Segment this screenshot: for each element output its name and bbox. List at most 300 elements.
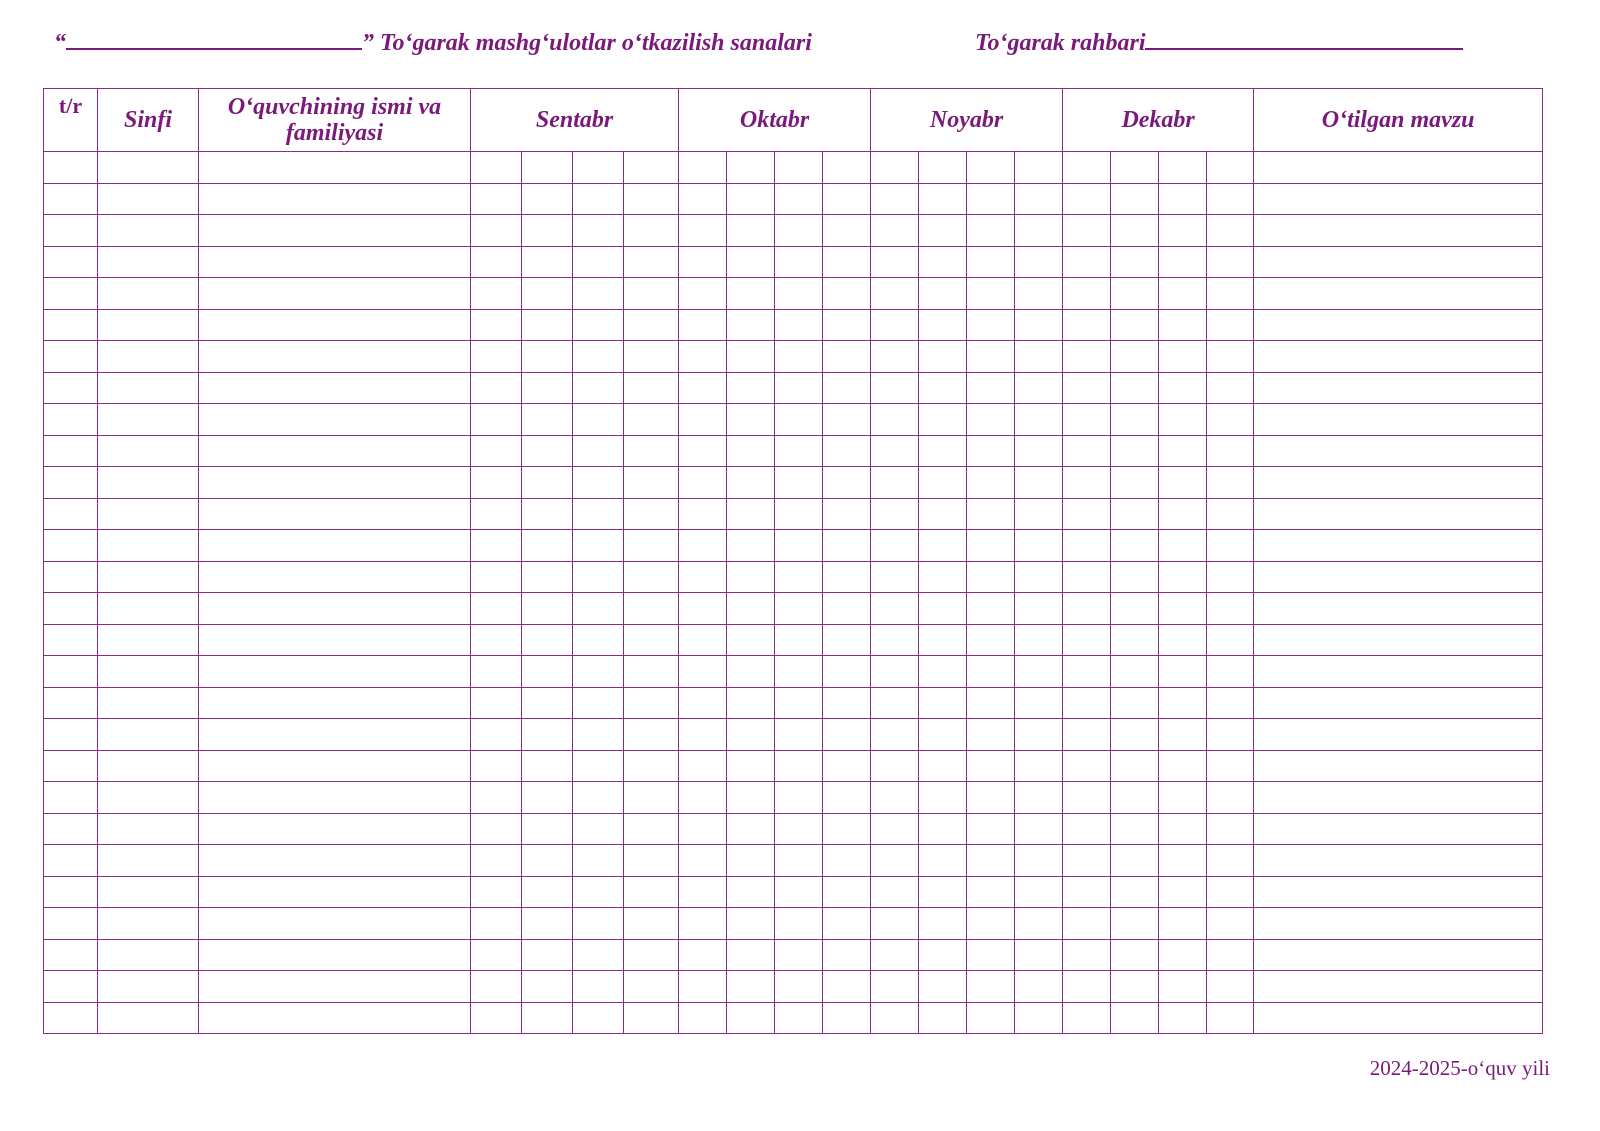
cell-date[interactable] [823, 656, 871, 688]
cell-date[interactable] [522, 246, 573, 278]
cell-date[interactable] [967, 341, 1015, 373]
cell-topic[interactable] [1254, 656, 1543, 688]
cell-date[interactable] [727, 435, 775, 467]
cell-date[interactable] [1063, 1002, 1111, 1034]
cell-date[interactable] [967, 467, 1015, 499]
cell-topic[interactable] [1254, 246, 1543, 278]
cell-date[interactable] [471, 876, 522, 908]
cell-date[interactable] [967, 593, 1015, 625]
cell-date[interactable] [775, 309, 823, 341]
cell-date[interactable] [1015, 435, 1063, 467]
cell-date[interactable] [727, 372, 775, 404]
cell-date[interactable] [727, 687, 775, 719]
cell-date[interactable] [471, 656, 522, 688]
cell-tr[interactable] [44, 656, 98, 688]
cell-date[interactable] [1063, 215, 1111, 247]
cell-date[interactable] [1111, 687, 1159, 719]
cell-topic[interactable] [1254, 561, 1543, 593]
cell-date[interactable] [624, 183, 679, 215]
cell-date[interactable] [919, 278, 967, 310]
cell-date[interactable] [967, 845, 1015, 877]
cell-student-name[interactable] [199, 687, 471, 719]
cell-date[interactable] [967, 687, 1015, 719]
cell-date[interactable] [624, 656, 679, 688]
cell-date[interactable] [679, 341, 727, 373]
cell-date[interactable] [471, 750, 522, 782]
cell-date[interactable] [1159, 152, 1207, 184]
cell-date[interactable] [522, 341, 573, 373]
cell-date[interactable] [871, 183, 919, 215]
cell-date[interactable] [775, 435, 823, 467]
cell-class[interactable] [98, 530, 199, 562]
cell-student-name[interactable] [199, 341, 471, 373]
cell-date[interactable] [1111, 656, 1159, 688]
cell-class[interactable] [98, 561, 199, 593]
cell-student-name[interactable] [199, 939, 471, 971]
cell-date[interactable] [727, 246, 775, 278]
cell-date[interactable] [1015, 939, 1063, 971]
cell-date[interactable] [1063, 309, 1111, 341]
cell-date[interactable] [471, 372, 522, 404]
cell-student-name[interactable] [199, 561, 471, 593]
cell-date[interactable] [727, 939, 775, 971]
cell-date[interactable] [727, 971, 775, 1003]
cell-date[interactable] [624, 876, 679, 908]
cell-date[interactable] [679, 750, 727, 782]
cell-date[interactable] [1207, 719, 1254, 751]
cell-date[interactable] [1111, 467, 1159, 499]
cell-date[interactable] [1063, 719, 1111, 751]
cell-date[interactable] [679, 939, 727, 971]
cell-student-name[interactable] [199, 750, 471, 782]
cell-date[interactable] [1159, 372, 1207, 404]
cell-date[interactable] [1207, 467, 1254, 499]
cell-topic[interactable] [1254, 908, 1543, 940]
cell-date[interactable] [679, 467, 727, 499]
cell-date[interactable] [823, 152, 871, 184]
cell-date[interactable] [679, 845, 727, 877]
cell-class[interactable] [98, 215, 199, 247]
cell-tr[interactable] [44, 782, 98, 814]
cell-student-name[interactable] [199, 908, 471, 940]
cell-date[interactable] [573, 624, 624, 656]
cell-date[interactable] [1015, 530, 1063, 562]
cell-class[interactable] [98, 876, 199, 908]
cell-date[interactable] [624, 246, 679, 278]
cell-date[interactable] [919, 467, 967, 499]
cell-date[interactable] [871, 246, 919, 278]
cell-class[interactable] [98, 152, 199, 184]
cell-date[interactable] [471, 341, 522, 373]
cell-date[interactable] [1207, 372, 1254, 404]
cell-date[interactable] [573, 341, 624, 373]
cell-tr[interactable] [44, 939, 98, 971]
cell-date[interactable] [1207, 845, 1254, 877]
cell-date[interactable] [522, 593, 573, 625]
cell-date[interactable] [573, 215, 624, 247]
cell-date[interactable] [1063, 183, 1111, 215]
cell-student-name[interactable] [199, 1002, 471, 1034]
cell-date[interactable] [522, 183, 573, 215]
cell-date[interactable] [727, 152, 775, 184]
cell-tr[interactable] [44, 404, 98, 436]
cell-date[interactable] [471, 530, 522, 562]
cell-date[interactable] [679, 971, 727, 1003]
cell-date[interactable] [1063, 845, 1111, 877]
cell-date[interactable] [1063, 813, 1111, 845]
cell-date[interactable] [1207, 971, 1254, 1003]
cell-topic[interactable] [1254, 152, 1543, 184]
cell-tr[interactable] [44, 152, 98, 184]
cell-date[interactable] [522, 845, 573, 877]
cell-class[interactable] [98, 498, 199, 530]
cell-date[interactable] [624, 467, 679, 499]
cell-date[interactable] [1063, 656, 1111, 688]
cell-date[interactable] [1111, 183, 1159, 215]
cell-date[interactable] [679, 372, 727, 404]
cell-date[interactable] [1111, 530, 1159, 562]
cell-date[interactable] [871, 309, 919, 341]
cell-date[interactable] [871, 908, 919, 940]
cell-class[interactable] [98, 750, 199, 782]
cell-date[interactable] [775, 687, 823, 719]
cell-date[interactable] [919, 624, 967, 656]
cell-date[interactable] [1111, 246, 1159, 278]
cell-date[interactable] [1111, 435, 1159, 467]
cell-date[interactable] [1207, 435, 1254, 467]
cell-student-name[interactable] [199, 656, 471, 688]
cell-date[interactable] [919, 1002, 967, 1034]
cell-date[interactable] [522, 939, 573, 971]
cell-date[interactable] [1207, 750, 1254, 782]
cell-date[interactable] [1063, 908, 1111, 940]
cell-date[interactable] [727, 530, 775, 562]
cell-tr[interactable] [44, 719, 98, 751]
cell-date[interactable] [679, 813, 727, 845]
cell-topic[interactable] [1254, 404, 1543, 436]
cell-date[interactable] [1063, 876, 1111, 908]
cell-date[interactable] [624, 341, 679, 373]
cell-student-name[interactable] [199, 246, 471, 278]
cell-student-name[interactable] [199, 152, 471, 184]
cell-date[interactable] [823, 435, 871, 467]
cell-student-name[interactable] [199, 813, 471, 845]
cell-date[interactable] [522, 624, 573, 656]
cell-date[interactable] [967, 656, 1015, 688]
cell-date[interactable] [823, 498, 871, 530]
cell-class[interactable] [98, 278, 199, 310]
cell-date[interactable] [679, 530, 727, 562]
cell-student-name[interactable] [199, 971, 471, 1003]
cell-date[interactable] [1159, 435, 1207, 467]
cell-date[interactable] [624, 372, 679, 404]
cell-date[interactable] [775, 183, 823, 215]
cell-topic[interactable] [1254, 278, 1543, 310]
cell-date[interactable] [775, 341, 823, 373]
cell-tr[interactable] [44, 309, 98, 341]
cell-date[interactable] [1015, 687, 1063, 719]
cell-date[interactable] [1015, 372, 1063, 404]
cell-date[interactable] [1015, 278, 1063, 310]
cell-date[interactable] [1111, 404, 1159, 436]
cell-date[interactable] [1207, 561, 1254, 593]
cell-date[interactable] [823, 215, 871, 247]
cell-date[interactable] [967, 782, 1015, 814]
cell-date[interactable] [1063, 593, 1111, 625]
cell-date[interactable] [727, 813, 775, 845]
cell-date[interactable] [573, 372, 624, 404]
cell-date[interactable] [967, 813, 1015, 845]
cell-student-name[interactable] [199, 278, 471, 310]
cell-date[interactable] [1063, 246, 1111, 278]
cell-date[interactable] [1159, 908, 1207, 940]
cell-topic[interactable] [1254, 782, 1543, 814]
cell-date[interactable] [522, 876, 573, 908]
cell-date[interactable] [573, 656, 624, 688]
cell-date[interactable] [919, 561, 967, 593]
cell-date[interactable] [919, 246, 967, 278]
cell-date[interactable] [624, 215, 679, 247]
cell-date[interactable] [775, 530, 823, 562]
cell-date[interactable] [1111, 152, 1159, 184]
cell-date[interactable] [919, 341, 967, 373]
cell-date[interactable] [1207, 152, 1254, 184]
cell-date[interactable] [471, 908, 522, 940]
cell-date[interactable] [471, 813, 522, 845]
cell-tr[interactable] [44, 183, 98, 215]
cell-tr[interactable] [44, 278, 98, 310]
cell-date[interactable] [624, 278, 679, 310]
cell-date[interactable] [1159, 1002, 1207, 1034]
cell-date[interactable] [823, 309, 871, 341]
cell-date[interactable] [871, 939, 919, 971]
cell-date[interactable] [1207, 530, 1254, 562]
cell-date[interactable] [1111, 561, 1159, 593]
cell-date[interactable] [1015, 656, 1063, 688]
cell-date[interactable] [522, 813, 573, 845]
cell-date[interactable] [573, 845, 624, 877]
cell-topic[interactable] [1254, 687, 1543, 719]
cell-tr[interactable] [44, 624, 98, 656]
cell-date[interactable] [679, 215, 727, 247]
cell-date[interactable] [1207, 876, 1254, 908]
cell-class[interactable] [98, 404, 199, 436]
cell-student-name[interactable] [199, 215, 471, 247]
cell-date[interactable] [871, 561, 919, 593]
cell-date[interactable] [624, 152, 679, 184]
cell-tr[interactable] [44, 498, 98, 530]
cell-date[interactable] [573, 813, 624, 845]
cell-topic[interactable] [1254, 971, 1543, 1003]
cell-date[interactable] [919, 152, 967, 184]
cell-student-name[interactable] [199, 782, 471, 814]
cell-date[interactable] [727, 341, 775, 373]
cell-date[interactable] [823, 719, 871, 751]
cell-tr[interactable] [44, 467, 98, 499]
cell-date[interactable] [775, 876, 823, 908]
cell-date[interactable] [1063, 372, 1111, 404]
cell-date[interactable] [1159, 246, 1207, 278]
cell-date[interactable] [871, 750, 919, 782]
cell-class[interactable] [98, 467, 199, 499]
cell-date[interactable] [727, 624, 775, 656]
cell-class[interactable] [98, 593, 199, 625]
cell-date[interactable] [967, 719, 1015, 751]
cell-date[interactable] [573, 876, 624, 908]
cell-date[interactable] [967, 215, 1015, 247]
cell-class[interactable] [98, 309, 199, 341]
cell-date[interactable] [679, 782, 727, 814]
cell-date[interactable] [471, 152, 522, 184]
cell-date[interactable] [522, 404, 573, 436]
cell-date[interactable] [1159, 498, 1207, 530]
cell-tr[interactable] [44, 1002, 98, 1034]
cell-date[interactable] [522, 215, 573, 247]
cell-student-name[interactable] [199, 183, 471, 215]
cell-date[interactable] [871, 845, 919, 877]
cell-date[interactable] [1111, 782, 1159, 814]
cell-date[interactable] [573, 908, 624, 940]
leader-name-blank[interactable] [1145, 26, 1463, 50]
cell-date[interactable] [1015, 215, 1063, 247]
cell-date[interactable] [624, 561, 679, 593]
cell-date[interactable] [624, 1002, 679, 1034]
cell-date[interactable] [871, 687, 919, 719]
cell-date[interactable] [679, 1002, 727, 1034]
cell-date[interactable] [775, 561, 823, 593]
cell-date[interactable] [919, 750, 967, 782]
cell-date[interactable] [775, 372, 823, 404]
cell-student-name[interactable] [199, 435, 471, 467]
cell-date[interactable] [727, 845, 775, 877]
cell-date[interactable] [679, 876, 727, 908]
cell-date[interactable] [522, 309, 573, 341]
cell-student-name[interactable] [199, 624, 471, 656]
cell-date[interactable] [471, 404, 522, 436]
cell-tr[interactable] [44, 593, 98, 625]
cell-date[interactable] [775, 152, 823, 184]
cell-date[interactable] [1159, 876, 1207, 908]
cell-date[interactable] [775, 782, 823, 814]
cell-date[interactable] [1159, 719, 1207, 751]
cell-date[interactable] [871, 876, 919, 908]
cell-date[interactable] [871, 782, 919, 814]
cell-date[interactable] [919, 309, 967, 341]
cell-date[interactable] [679, 687, 727, 719]
cell-date[interactable] [823, 624, 871, 656]
cell-student-name[interactable] [199, 530, 471, 562]
cell-date[interactable] [1015, 971, 1063, 1003]
cell-date[interactable] [1111, 278, 1159, 310]
cell-date[interactable] [1063, 278, 1111, 310]
cell-date[interactable] [1015, 183, 1063, 215]
cell-date[interactable] [573, 467, 624, 499]
cell-date[interactable] [522, 971, 573, 1003]
cell-date[interactable] [823, 278, 871, 310]
cell-date[interactable] [871, 498, 919, 530]
cell-student-name[interactable] [199, 593, 471, 625]
cell-date[interactable] [1063, 687, 1111, 719]
cell-date[interactable] [727, 782, 775, 814]
cell-date[interactable] [871, 1002, 919, 1034]
cell-date[interactable] [573, 939, 624, 971]
cell-date[interactable] [679, 561, 727, 593]
cell-topic[interactable] [1254, 372, 1543, 404]
cell-date[interactable] [471, 278, 522, 310]
cell-class[interactable] [98, 435, 199, 467]
cell-date[interactable] [573, 152, 624, 184]
cell-date[interactable] [1207, 404, 1254, 436]
cell-date[interactable] [1111, 341, 1159, 373]
cell-date[interactable] [522, 435, 573, 467]
cell-date[interactable] [919, 876, 967, 908]
cell-date[interactable] [823, 750, 871, 782]
cell-class[interactable] [98, 719, 199, 751]
cell-date[interactable] [967, 278, 1015, 310]
cell-student-name[interactable] [199, 876, 471, 908]
cell-date[interactable] [624, 813, 679, 845]
cell-date[interactable] [823, 813, 871, 845]
cell-date[interactable] [919, 435, 967, 467]
cell-student-name[interactable] [199, 498, 471, 530]
cell-date[interactable] [1111, 372, 1159, 404]
cell-date[interactable] [1063, 152, 1111, 184]
cell-tr[interactable] [44, 908, 98, 940]
cell-topic[interactable] [1254, 215, 1543, 247]
cell-date[interactable] [624, 624, 679, 656]
cell-date[interactable] [1015, 341, 1063, 373]
cell-date[interactable] [679, 152, 727, 184]
cell-date[interactable] [775, 971, 823, 1003]
cell-date[interactable] [471, 939, 522, 971]
cell-date[interactable] [967, 939, 1015, 971]
cell-date[interactable] [573, 435, 624, 467]
cell-date[interactable] [967, 309, 1015, 341]
cell-date[interactable] [1063, 939, 1111, 971]
cell-date[interactable] [471, 215, 522, 247]
cell-date[interactable] [967, 561, 1015, 593]
cell-date[interactable] [1015, 624, 1063, 656]
cell-date[interactable] [823, 1002, 871, 1034]
cell-date[interactable] [1159, 593, 1207, 625]
cell-date[interactable] [1063, 404, 1111, 436]
cell-topic[interactable] [1254, 435, 1543, 467]
cell-date[interactable] [727, 404, 775, 436]
cell-date[interactable] [727, 719, 775, 751]
cell-date[interactable] [1159, 939, 1207, 971]
cell-date[interactable] [919, 939, 967, 971]
cell-date[interactable] [823, 246, 871, 278]
cell-date[interactable] [471, 782, 522, 814]
cell-date[interactable] [1063, 435, 1111, 467]
cell-date[interactable] [624, 687, 679, 719]
cell-date[interactable] [727, 278, 775, 310]
cell-date[interactable] [1207, 939, 1254, 971]
cell-date[interactable] [775, 467, 823, 499]
cell-date[interactable] [573, 278, 624, 310]
cell-date[interactable] [967, 152, 1015, 184]
cell-date[interactable] [823, 341, 871, 373]
cell-date[interactable] [727, 656, 775, 688]
cell-date[interactable] [573, 971, 624, 1003]
cell-tr[interactable] [44, 561, 98, 593]
cell-date[interactable] [871, 404, 919, 436]
cell-date[interactable] [1111, 593, 1159, 625]
cell-date[interactable] [1111, 813, 1159, 845]
cell-student-name[interactable] [199, 404, 471, 436]
cell-class[interactable] [98, 624, 199, 656]
cell-date[interactable] [624, 404, 679, 436]
